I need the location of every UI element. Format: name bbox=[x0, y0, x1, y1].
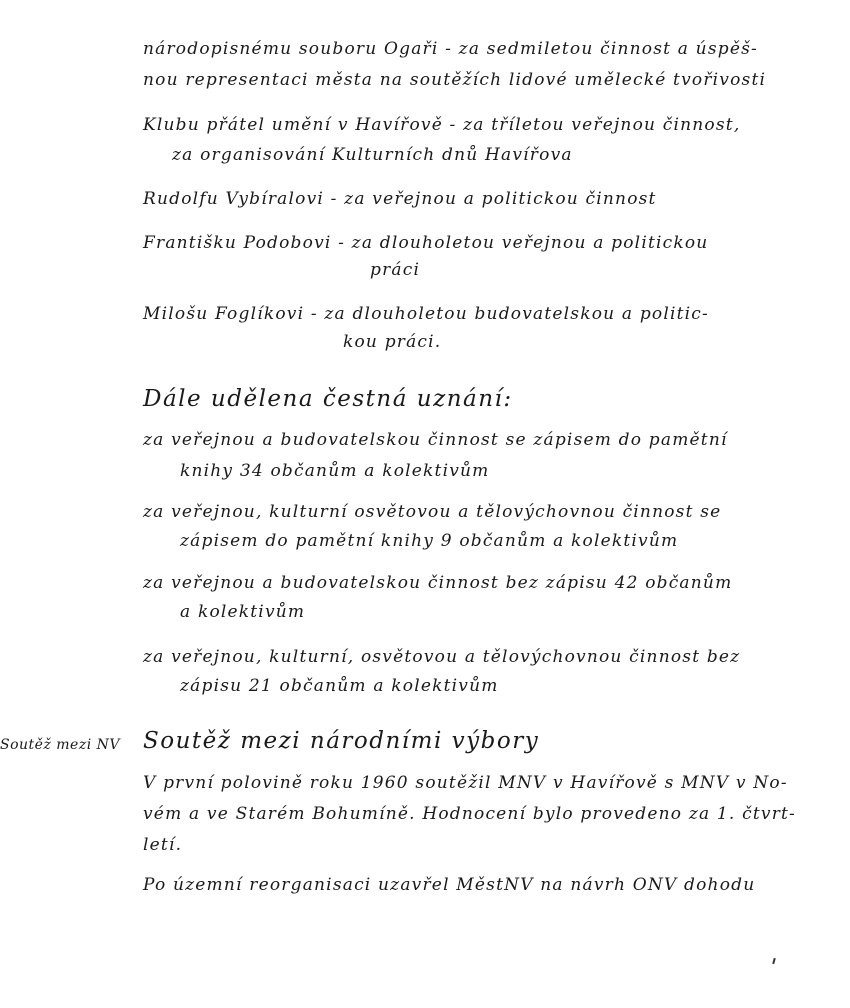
text-line: Milošu Foglíkovi - za dlouholetou budovatelskou a politic- bbox=[143, 304, 709, 324]
text-line: zápisu 21 občanům a kolektivům bbox=[180, 676, 499, 696]
text-line: Františku Podobovi - za dlouholetou veřejnou a politickou bbox=[143, 233, 709, 253]
text-line: za veřejnou, kulturní, osvětovou a tělovýchovnou činnost bez bbox=[143, 647, 741, 667]
text-line: letí. bbox=[143, 835, 183, 855]
text-line: národopisnému souboru Ogaři - za sedmiletou činnost a úspěš- bbox=[143, 39, 758, 59]
text-line: knihy 34 občanům a kolektivům bbox=[180, 461, 490, 481]
section-heading-honors: Dále udělena čestná uznání: bbox=[143, 386, 513, 412]
text-line: za organisování Kulturních dnů Havířova bbox=[172, 145, 573, 165]
text-line: za veřejnou a budovatelskou činnost se zápisem do pamětní bbox=[143, 430, 728, 450]
text-line: práci bbox=[370, 260, 421, 280]
text-line: kou práci. bbox=[343, 332, 442, 352]
text-line: Rudolfu Vybíralovi - za veřejnou a politickou činnost bbox=[143, 189, 657, 209]
text-line: a kolektivům bbox=[180, 602, 306, 622]
margin-note: Soutěž mezi NV bbox=[0, 737, 120, 753]
section-heading-competition: Soutěž mezi národními výbory bbox=[143, 728, 540, 754]
text-line: nou representaci města na soutěžích lidové umělecké tvořivosti bbox=[143, 70, 767, 90]
stray-pen-mark bbox=[772, 958, 775, 964]
text-line: Klubu přátel umění v Havířově - za tříletou veřejnou činnost, bbox=[143, 115, 741, 135]
text-line: vém a ve Starém Bohumíně. Hodnocení bylo provedeno za 1. čtvrt- bbox=[143, 804, 796, 824]
text-line: za veřejnou a budovatelskou činnost bez zápisu 42 občanům bbox=[143, 573, 733, 593]
text-line: V první polovině roku 1960 soutěžil MNV v Havířově s MNV v No- bbox=[143, 773, 788, 793]
text-line: zápisem do pamětní knihy 9 občanům a kolektivům bbox=[180, 531, 679, 551]
text-line: za veřejnou, kulturní osvětovou a tělovýchovnou činnost se bbox=[143, 502, 722, 522]
text-line: Po územní reorganisaci uzavřel MěstNV na návrh ONV dohodu bbox=[143, 875, 756, 895]
